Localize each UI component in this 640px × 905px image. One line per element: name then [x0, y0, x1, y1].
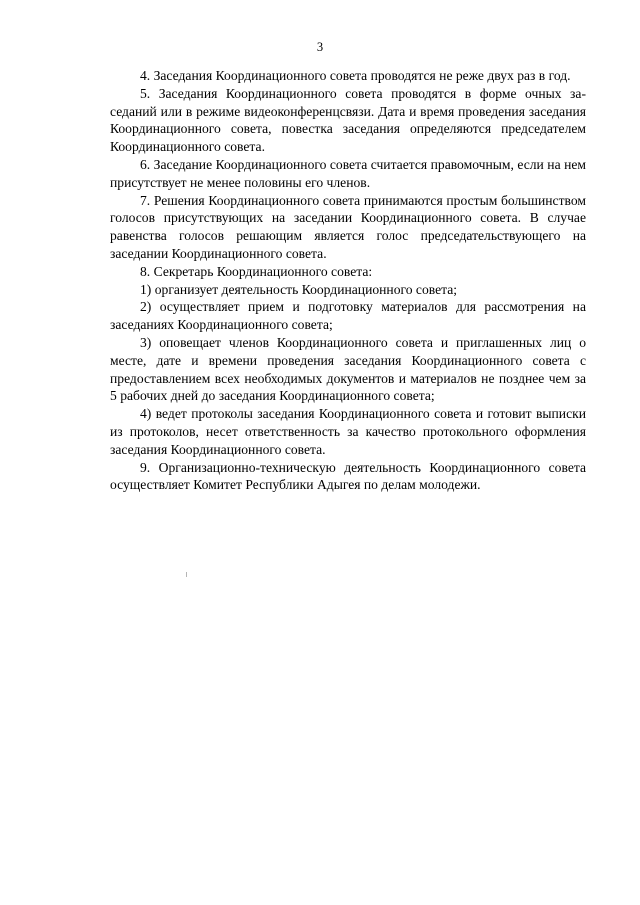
paragraph-organizational-support: 9. Организационно-техническую деятельность Координационного совета осуществляет Комитет Республики Адыгея по делам молодежи. — [110, 459, 586, 493]
scan-mark — [186, 572, 187, 577]
page-number: 3 — [316, 40, 324, 54]
paragraph-meeting-format: 5. Заседания Координационного совета проводятся в форме очных заседаний или в режиме видеоконференцсвязи. Дата и время проведения заседания Координационного совета, повестка заседания определяются председателем Координационного совета. — [110, 85, 586, 155]
list-item-notifies: 3) оповещает членов Координационного совета и приглашенных лиц о месте, дате и времени проведения заседания Координационного совета с предоставлением всех необходимых документов и материалов не позднее чем за 5 рабочих дней до заседания Координационного совета; — [110, 334, 586, 404]
paragraph-quorum: 6. Заседание Координационного совета считается правомочным, если на нем присутствует не менее половины его членов. — [110, 156, 586, 190]
paragraph-secretary: 8. Секретарь Координационного совета: — [140, 263, 373, 279]
paragraph-meeting-frequency: 4. Заседания Координационного совета проводятся не реже двух раз в год. — [140, 68, 571, 83]
paragraph-decisions: 7. Решения Координационного совета принимаются простым большинством голосов присутствующих на заседании Координационного совета. В случае равенства голосов решающим является голос председательствующего на заседании Координационного совета. — [110, 192, 586, 261]
document-body — [110, 67, 586, 494]
list-item-organizes: 1) организует деятельность Координационного совета; — [140, 281, 458, 297]
list-item-minutes: 4) ведет протоколы заседания Координационного совета и готовит выписки из протоколов, несет ответственность за качество протокольного оформления заседания Координационного совета. — [110, 406, 586, 457]
list-item-materials: 2) осуществляет прием и подготовку материалов для рассмотрения на заседаниях Координационного совета; — [110, 299, 586, 333]
